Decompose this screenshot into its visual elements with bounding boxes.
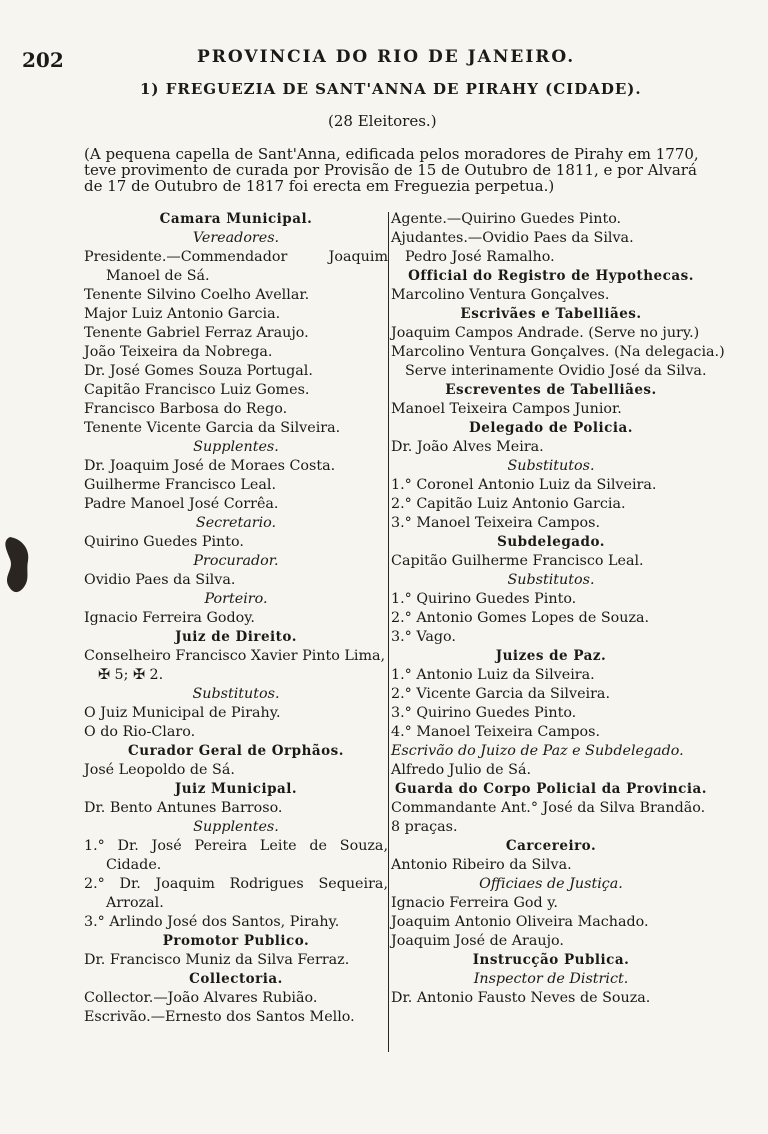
electors-count: (28 Eleitores.) [328, 112, 437, 130]
entry-line: Dr. Francisco Muniz da Silva Ferraz. [84, 952, 350, 968]
entry-line: 1.° Quirino Guedes Pinto. [391, 591, 577, 607]
entry-line: Collector.—João Alvares Rubião. [84, 990, 318, 1006]
section-heading: Officiaes de Justiça. [479, 876, 623, 892]
section-heading: Juiz de Direito. [175, 629, 297, 645]
entry-line: Presidente.—Commendador Joaquim Manoel de Sá. [84, 249, 388, 284]
entry-line: Ajudantes.—Ovidio Paes da Silva. [391, 230, 634, 246]
section-heading: Substitutos. [507, 458, 595, 474]
entry-line: Pedro José Ramalho. [405, 249, 555, 265]
entry-line: Ignacio Ferreira God y. [391, 895, 558, 911]
section-heading: Curador Geral de Orphãos. [128, 743, 344, 759]
parish-title: 1) FREGUEZIA DE SANT'ANNA DE PIRAHY (CIDADE). [140, 80, 642, 98]
entry-line: 8 praças. [391, 819, 458, 835]
entry-line: 4.° Manoel Teixeira Campos. [391, 724, 601, 740]
entry-line: Tenente Vicente Garcia da Silveira. [84, 420, 341, 436]
entry-line: Dr. José Gomes Souza Portugal. [84, 363, 313, 379]
entry-line: Dr. Bento Antunes Barroso. [84, 800, 283, 816]
section-heading: Vereadores. [192, 230, 280, 246]
section-heading: Guarda do Corpo Policial da Provincia. [395, 781, 707, 797]
entry-line: O Juiz Municipal de Pirahy. [84, 705, 281, 721]
entry-line: Serve interinamente Ovidio José da Silva. [405, 363, 707, 379]
section-heading: Escrivães e Tabelliães. [460, 306, 642, 322]
left-column [84, 210, 388, 1027]
section-heading: Escreventes de Tabelliães. [445, 382, 657, 398]
entry-line: 1.° Antonio Luiz da Silveira. [391, 667, 595, 683]
entry-line: 1.° Coronel Antonio Luiz da Silveira. [391, 477, 657, 493]
entry-line: Joaquim José de Araujo. [391, 933, 564, 949]
entry-line: Joaquim Antonio Oliveira Machado. [391, 914, 649, 930]
entry-line: 3.° Arlindo José dos Santos, Pirahy. [84, 914, 340, 930]
entry-line: 2.° Dr. Joaquim Rodrigues Sequeira, Arrozal. [84, 876, 388, 911]
entry-line: Capitão Francisco Luiz Gomes. [84, 382, 310, 398]
section-heading: Secretario. [195, 515, 277, 531]
entry-line: Escrivão do Juizo de Paz e Subdelegado. [391, 743, 684, 759]
entry-line: Guilherme Francisco Leal. [84, 477, 276, 493]
entry-line: José Leopoldo de Sá. [84, 762, 235, 778]
entry-line: Dr. Joaquim José de Moraes Costa. [84, 458, 336, 474]
section-heading: Supplentes. [193, 439, 279, 455]
entry-line: Capitão Guilherme Francisco Leal. [391, 553, 644, 569]
entry-line: Major Luiz Antonio Garcia. [84, 306, 281, 322]
section-heading: Procurador. [193, 553, 279, 569]
section-heading: Porteiro. [204, 591, 268, 607]
entry-line: Tenente Gabriel Ferraz Araujo. [84, 325, 309, 341]
section-heading: Substitutos. [192, 686, 280, 702]
column-divider [388, 212, 389, 1052]
intro-paragraph [84, 146, 704, 194]
section-heading: Promotor Publico. [162, 933, 310, 949]
entry-line: 2.° Antonio Gomes Lopes de Souza. [391, 610, 650, 626]
section-heading: Carcereiro. [505, 838, 597, 854]
entry-line: 3.° Vago. [391, 629, 456, 645]
entry-line: 1.° Dr. José Pereira Leite de Souza, Cidade. [84, 838, 388, 873]
entry-line: Dr. Antonio Fausto Neves de Souza. [391, 990, 651, 1006]
entry-line: Francisco Barbosa do Rego. [84, 401, 288, 417]
entry-line: O do Rio-Claro. [84, 724, 196, 740]
section-heading: Substitutos. [507, 572, 595, 588]
entry-line: Dr. João Alves Meira. [391, 439, 544, 455]
right-column [391, 210, 725, 1008]
entry-line: Marcolino Ventura Gonçalves. (Na delegacia.) [391, 344, 725, 360]
entry-line: Ovidio Paes da Silva. [84, 572, 236, 588]
intro-line: (A pequena capella de Sant'Anna, edificada pelos moradores de Pirahy em 1770, [84, 145, 699, 163]
section-heading: Collectoria. [189, 971, 283, 987]
running-title: PROVINCIA DO RIO DE JANEIRO. [197, 47, 576, 67]
binding-mark-icon [0, 535, 36, 597]
section-heading: Supplentes. [193, 819, 279, 835]
entry-line: 2.° Vicente Garcia da Silveira. [391, 686, 611, 702]
page-number: 202 [22, 48, 64, 72]
intro-line: de 17 de Outubro de 1817 foi erecta em Freguezia perpetua.) [84, 177, 555, 195]
entry-line: Commandante Ant.° José da Silva Brandão. [391, 800, 706, 816]
section-heading: Juiz Municipal. [174, 781, 298, 797]
entry-line: Conselheiro Francisco Xavier Pinto Lima, [84, 648, 386, 664]
section-heading: Instrucção Publica. [472, 952, 630, 968]
section-heading: Subdelegado. [497, 534, 605, 550]
entry-line: ✠ 5; ✠ 2. [98, 667, 164, 683]
entry-line: Quirino Guedes Pinto. [84, 534, 244, 550]
intro-line: teve provimento de curada por Provisão de 15 de Outubro de 1811, e por Alvará [84, 161, 697, 179]
entry-line: Padre Manoel José Corrêa. [84, 496, 279, 512]
section-heading: Camara Municipal. [159, 211, 313, 227]
entry-line: 3.° Quirino Guedes Pinto. [391, 705, 577, 721]
entry-line: Tenente Silvino Coelho Avellar. [84, 287, 310, 303]
entry-line: Antonio Ribeiro da Silva. [391, 857, 572, 873]
section-heading: Official do Registro de Hypothecas. [408, 268, 694, 284]
entry-line: Marcolino Ventura Gonçalves. [391, 287, 610, 303]
entry-line: Escrivão.—Ernesto dos Santos Mello. [84, 1009, 355, 1025]
entry-line: Manoel Teixeira Campos Junior. [391, 401, 622, 417]
entry-line: Ignacio Ferreira Godoy. [84, 610, 255, 626]
entry-line: 2.° Capitão Luiz Antonio Garcia. [391, 496, 626, 512]
entry-line: 3.° Manoel Teixeira Campos. [391, 515, 601, 531]
section-heading: Juizes de Paz. [495, 648, 607, 664]
section-heading: Inspector de District. [473, 971, 629, 987]
entry-line: João Teixeira da Nobrega. [84, 344, 273, 360]
entry-line: Agente.—Quirino Guedes Pinto. [391, 211, 622, 227]
entry-line: Joaquim Campos Andrade. (Serve no jury.) [391, 325, 700, 341]
section-heading: Delegado de Policia. [469, 420, 633, 436]
entry-line: Alfredo Julio de Sá. [391, 762, 532, 778]
